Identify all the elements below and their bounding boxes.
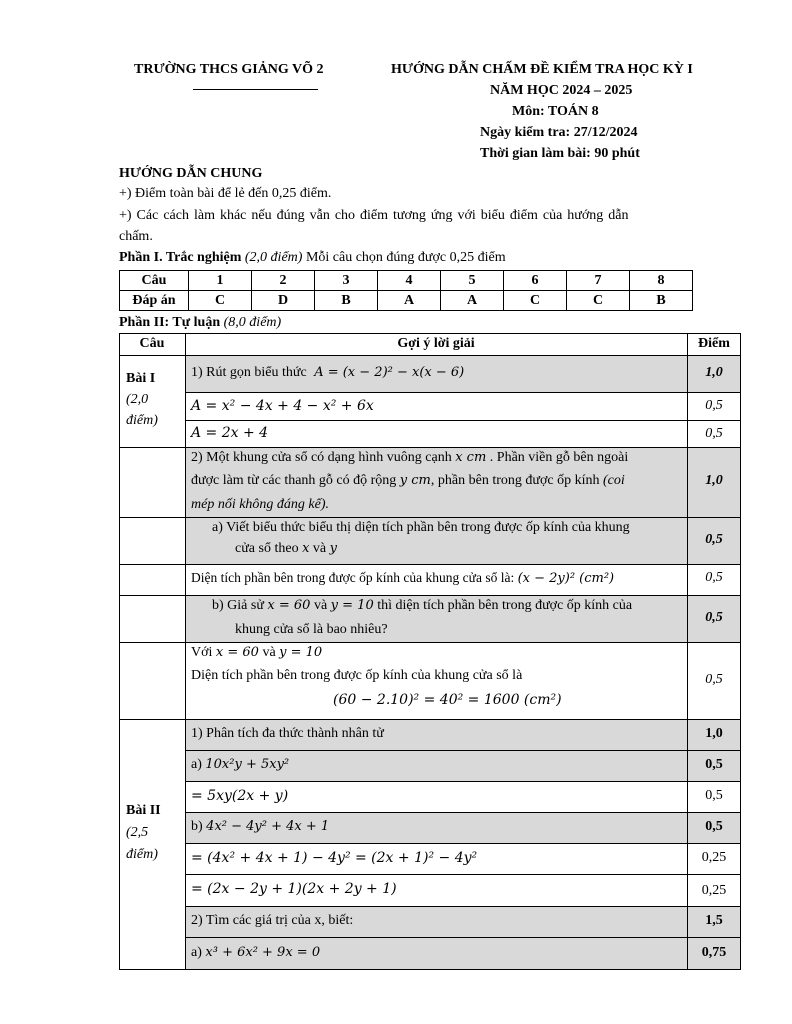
r7-text-v: và [313,598,328,613]
bai1-points-2: điểm) [126,413,158,428]
r11-expr: = 5xy(2x + y) [191,788,289,804]
r4-math-x: x cm [455,450,487,465]
r16-expr: x³ + 6x² + 9x = 0 [205,945,321,960]
mc-question: 2 [252,271,315,291]
general-rule-1: +) Điểm toàn bài để lẻ đến 0,25 điểm. [119,186,332,201]
r4-line-2 [191,473,625,489]
col-header-diem: Điểm [698,336,730,351]
r11-points: 0,5 [705,788,723,803]
r14-expr: = (2x − 2y + 1)(2x + 2y + 1) [191,881,397,897]
part1-heading-line [119,250,506,266]
mc-answer: D [252,291,315,311]
r6-expr: (x − 2y)² (cm²) [517,571,615,586]
r12-points: 0,5 [705,819,723,834]
mc-question: 6 [504,271,567,291]
r5-math-y: y [329,541,337,556]
r16-label: a) [191,945,202,960]
multiple-choice-table [119,270,693,311]
mc-question: 8 [630,271,693,291]
school-name: TRƯỜNG THCS GIẢNG VÕ 2 [134,62,324,77]
mc-answer-row [120,291,693,311]
r8-expr: (60 − 2.10)² = 40² = 1600 (cm²) [333,692,562,708]
mc-question-row [120,271,693,291]
bai2-points: (2,5 [126,825,149,840]
r1-expr: A = (x − 2)² − x(x − 6) [314,365,465,380]
mc-answer: C [189,291,252,311]
r8-text-v: và [262,645,276,660]
r1-content [191,365,464,381]
mc-row-label: Đáp án [120,291,189,311]
exam-duration: Thời gian làm bài: 90 phút [480,146,640,161]
r8-text-a: Với [191,645,213,660]
r8-line-1 [191,645,322,661]
r5-line-2 [235,541,337,557]
r4-points: 1,0 [705,473,723,488]
r10-points: 0,5 [705,757,723,772]
r8-line-2: Diện tích phần bên trong được ốp kính của khung cửa sổ là [191,668,523,683]
mc-question: 3 [315,271,378,291]
part2-points: (8,0 điểm) [223,315,282,330]
mc-answer: A [441,291,504,311]
r3-expr: A = 2x + 4 [191,425,269,441]
bai1-label: Bài I [126,371,156,386]
r2-points: 0,5 [705,398,723,413]
part1-points: (2,0 điểm) [244,250,303,265]
r5-math-x: x [302,541,310,556]
mc-row-label: Câu [120,271,189,291]
r9-points: 1,0 [705,726,723,741]
mc-answer: B [315,291,378,311]
mc-answer: B [630,291,693,311]
r3-points: 0,5 [705,426,723,441]
r10-content [191,757,289,773]
r13-expr: = (4x² + 4x + 1) − 4y² = (2x + 1)² − 4y² [191,850,478,866]
r16-points: 0,75 [701,945,727,960]
school-year: NĂM HỌC 2024 – 2025 [490,83,633,98]
part2-heading: Phần II: Tự luận [119,315,221,330]
r4-line-3: mép nối không đáng kể). [191,497,330,512]
r1-points: 1,0 [705,365,723,380]
r4-line-1 [191,450,628,466]
r5-line-1: a) Viết biểu thức biểu thị diện tích phần bên trong được ốp kính của khung [212,520,630,535]
general-heading: HƯỚNG DẪN CHUNG [119,166,263,181]
part1-note: Mỗi câu chọn đúng được 0,25 điểm [305,250,506,265]
bai1-points: (2,0 [126,392,149,407]
bai2-label: Bài II [126,803,161,818]
mc-question: 1 [189,271,252,291]
r8-math-y: y = 10 [279,645,323,660]
mc-answer: C [567,291,630,311]
r7-line-1 [212,598,632,614]
r5-points: 0,5 [705,532,723,547]
r6-content [191,570,614,586]
mc-question: 5 [441,271,504,291]
r13-points: 0,25 [701,850,727,865]
r7-text-a: b) Giả sử [212,598,264,613]
doc-title: HƯỚNG DẪN CHẤM ĐỀ KIỂM TRA HỌC KỲ I [391,62,693,77]
r7-math-x: x = 60 [267,598,311,613]
r12-expr: 4x² − 4y² + 4x + 1 [206,819,330,834]
r5-text-v: và [312,541,327,556]
r4-text-d: , phần bên trong được ốp kính [430,473,600,488]
r10-expr: 10x²y + 5xy² [205,757,290,772]
bai2-points-2: điểm) [126,847,158,862]
r4-text-a: 2) Một khung cửa sổ có dạng hình vuông cạnh [191,450,452,465]
subject: Môn: TOÁN 8 [512,104,599,119]
r7-points: 0,5 [705,610,723,625]
r7-text-b: thì diện tích phần bên trong được ốp kính của [377,598,633,613]
r15-text: 2) Tìm các giá trị của x, biết: [191,913,354,928]
col-header-goiy: Gợi ý lời giải [397,336,475,351]
r12-content [191,819,329,835]
col-header-cau: Câu [139,336,165,351]
r4-text-c: được làm từ các thanh gỗ có độ rộng [191,473,397,488]
mc-answer: A [378,291,441,311]
part1-heading: Phần I. Trắc nghiệm [119,250,242,265]
r12-label: b) [191,819,203,834]
exam-date: Ngày kiểm tra: 27/12/2024 [480,125,638,140]
r14-points: 0,25 [701,883,727,898]
r6-text: Diện tích phần bên trong được ốp kính của khung cửa sổ là: [191,570,515,585]
r10-label: a) [191,757,202,772]
general-rule-2-cont: chấm. [119,229,153,244]
general-rule-2: +) Các cách làm khác nếu đúng vẫn cho điểm tương ứng với biểu điểm của hướng dẫn [119,208,629,223]
mc-question: 4 [378,271,441,291]
school-underline [193,89,318,90]
r4-text-e: (coi [602,473,625,488]
mc-question: 7 [567,271,630,291]
r15-points: 1,5 [705,913,723,928]
r9-text: 1) Phân tích đa thức thành nhân tử [191,726,384,741]
r2-expr: A = x² − 4x + 4 − x² + 6x [191,398,374,414]
r4-text-b: . Phần viền gỗ bên ngoài [489,450,629,465]
r7-math-y: y = 10 [330,598,374,613]
part2-heading-line [119,315,281,331]
r1-text: 1) Rút gọn biểu thức [191,365,307,380]
r5-text-a: cửa sổ theo [235,541,299,556]
r6-points: 0,5 [705,570,723,585]
r16-content [191,945,320,961]
r4-math-y: y cm [399,473,431,488]
r8-points: 0,5 [705,672,723,687]
r8-math-x: x = 60 [215,645,259,660]
r7-line-2: khung cửa sổ là bao nhiêu? [235,622,388,637]
mc-answer: C [504,291,567,311]
